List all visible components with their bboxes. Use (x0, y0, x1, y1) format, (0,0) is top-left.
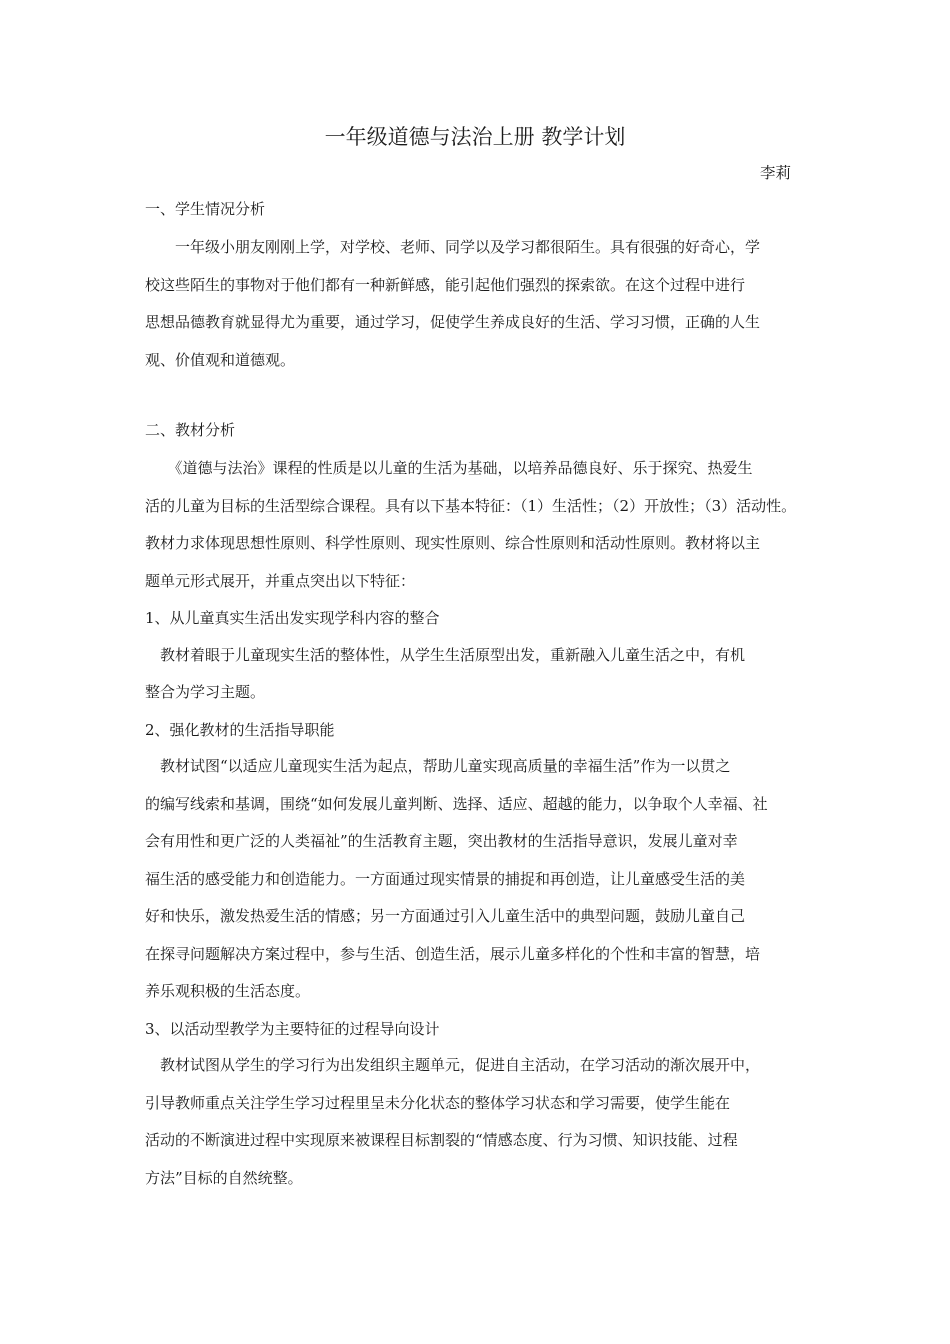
paragraph-line: 《道德与法治》课程的性质是以儿童的生活为基础，以培养品德良好、乐于探究、热爱生 (145, 459, 753, 477)
paragraph-line: 整合为学习主题。 (145, 683, 266, 701)
paragraph-line: 好和快乐，激发热爱生活的情感；另一方面通过引入儿童生活中的典型问题，鼓励儿童自己 (145, 907, 746, 925)
paragraph-line: 会有用性和更广泛的人类福祉”的生活教育主题，突出教材的生活指导意识，发展儿童对幸 (145, 832, 738, 850)
paragraph-line: 教材试图“以适应儿童现实生活为起点，帮助儿童实现高质量的幸福生活”作为一以贯之 (145, 757, 731, 775)
paragraph-line: 教材试图从学生的学习行为出发组织主题单元，促进自主活动，在学习活动的渐次展开中， (145, 1056, 761, 1074)
paragraph-line: 校这些陌生的事物对于他们都有一种新鲜感，能引起他们强烈的探索欲。在这个过程中进行 (145, 275, 746, 294)
paragraph-line: 思想品德教育就显得尤为重要，通过学习，促使学生养成良好的生活、学习习惯，正确的人生 (145, 313, 761, 331)
paragraph-line: 福生活的感受能力和创造能力。一方面通过现实情景的捕捉和再创造，让儿童感受生活的美 (145, 869, 746, 888)
paragraph-line: 活动的不断演进过程中实现原来被课程目标割裂的“情感态度、行为习惯、知识技能、过程 (145, 1131, 738, 1149)
point-heading-1: 1、从儿童真实生活出发实现学科内容的整合 (145, 609, 440, 627)
section-heading-textbook-analysis: 二、教材分析 (145, 421, 236, 439)
paragraph-line: 观、价值观和道德观。 (145, 350, 296, 369)
paragraph-line: 方法”目标的自然统整。 (145, 1168, 303, 1187)
paragraph-line: 引导教师重点关注学生学习过程里呈未分化状态的整体学习状态和学习需要，使学生能在 (145, 1093, 731, 1112)
document-title: 一年级道德与法治上册 教学计划 (324, 125, 626, 149)
paragraph-line: 教材着眼于儿童现实生活的整体性，从学生生活原型出发，重新融入儿童生活之中，有机 (145, 645, 746, 664)
paragraph-line: 活的儿童为目标的生活型综合课程。具有以下基本特征：（1）生活性；（2）开放性；（3）活动性。 (145, 496, 797, 515)
paragraph-line: 在探寻问题解决方案过程中，参与生活、创造生活，展示儿童多样化的个性和丰富的智慧，培 (145, 944, 761, 963)
paragraph-line: 题单元形式展开，并重点突出以下特征： (145, 571, 416, 590)
paragraph-line: 的编写线索和基调，围绕“如何发展儿童判断、选择、适应、超越的能力，以争取个人幸福、社 (145, 794, 768, 813)
point-heading-3: 3、以活动型教学为主要特征的过程导向设计 (145, 1019, 440, 1038)
section-heading-student-analysis: 一、学生情况分析 (145, 200, 266, 218)
document-body (145, 194, 813, 1197)
point-heading-2: 2、强化教材的生活指导职能 (145, 720, 335, 739)
paragraph-line: 养乐观积极的生活态度。 (145, 982, 311, 1000)
paragraph-line: 教材力求体现思想性原则、科学性原则、现实性原则、综合性原则和活动性原则。教材将以主 (145, 534, 761, 552)
document-author: 李莉 (760, 164, 792, 182)
paragraph-line: 一年级小朋友刚刚上学，对学校、老师、同学以及学习都很陌生。具有很强的好奇心，学 (145, 238, 761, 256)
